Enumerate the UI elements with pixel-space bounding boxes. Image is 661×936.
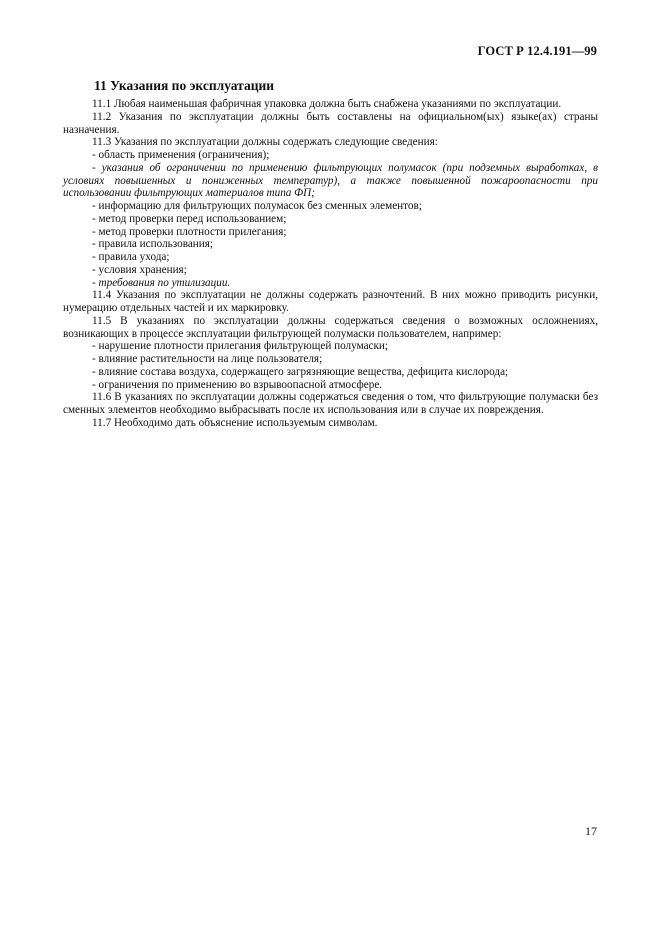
paragraph-11-1: 11.1 Любая наименьшая фабричная упаковка должна быть снабжена указаниями по эксплуатации. [92, 98, 562, 110]
list-item: - влияние растительности на лице пользователя; [92, 353, 323, 365]
list-item: - влияние состава воздуха, содержащего загрязняющие вещества, дефицита кислорода; [92, 365, 509, 378]
paragraph-11-7: 11.7 Необходимо дать объяснение используемым символам. [92, 416, 378, 429]
section-body [63, 98, 598, 430]
list-item: - область применения (ограничения); [92, 149, 270, 161]
list-item: - требования по утилизации. [92, 276, 231, 289]
paragraph-11-2: 11.2 Указания по эксплуатации должны быть составлены на официальном(ых) языке(ах) страны назначения. [63, 110, 598, 136]
page-number: 17 [585, 824, 597, 838]
list-item: - метод проверки плотности прилегания; [92, 225, 287, 238]
paragraph-11-3: 11.3 Указания по эксплуатации должны содержать следующие сведения: [92, 136, 438, 149]
list-item: - условия хранения; [92, 263, 187, 276]
section-title: 11 Указания по эксплуатации [94, 78, 275, 93]
paragraph-11-5: 11.5 В указаниях по эксплуатации должны содержаться сведения о возможных осложнениях, возникающих в процессе эксплуатации фильтрующей полумаски пользователем, например: [63, 314, 598, 340]
list-item: - правила ухода; [92, 251, 170, 263]
list-item: - метод проверки перед использованием; [92, 212, 287, 225]
list-item: - информацию для фильтрующих полумасок без сменных элементов; [92, 200, 422, 212]
document-code: ГОСТ Р 12.4.191—99 [477, 44, 597, 58]
paragraph-11-4: 11.4 Указания по эксплуатации не должны содержать разночтений. В них можно приводить рисунки, нумерацию отдельных частей и их маркировку. [63, 289, 598, 314]
list-item: - правила использования; [92, 238, 214, 251]
list-item: - ограничения по применению во взрывоопасной атмосфере. [92, 378, 383, 391]
list-item: - нарушение плотности прилегания фильтрующей полумаски; [92, 340, 389, 353]
list-item: - указания об ограничении по применению фильтрующих полумасок (при подземных выработках, в условиях повышенных и пониженных температур), а также повышенной пожароопасности при использовании фильтрующих материалов типа ФП; [63, 161, 598, 200]
paragraph-11-6: 11.6 В указаниях по эксплуатации должны содержаться сведения о том, что фильтрующие полумаски без сменных элементов необходимо выбрасывать после их использования или в случае их повреждения. [63, 391, 598, 416]
